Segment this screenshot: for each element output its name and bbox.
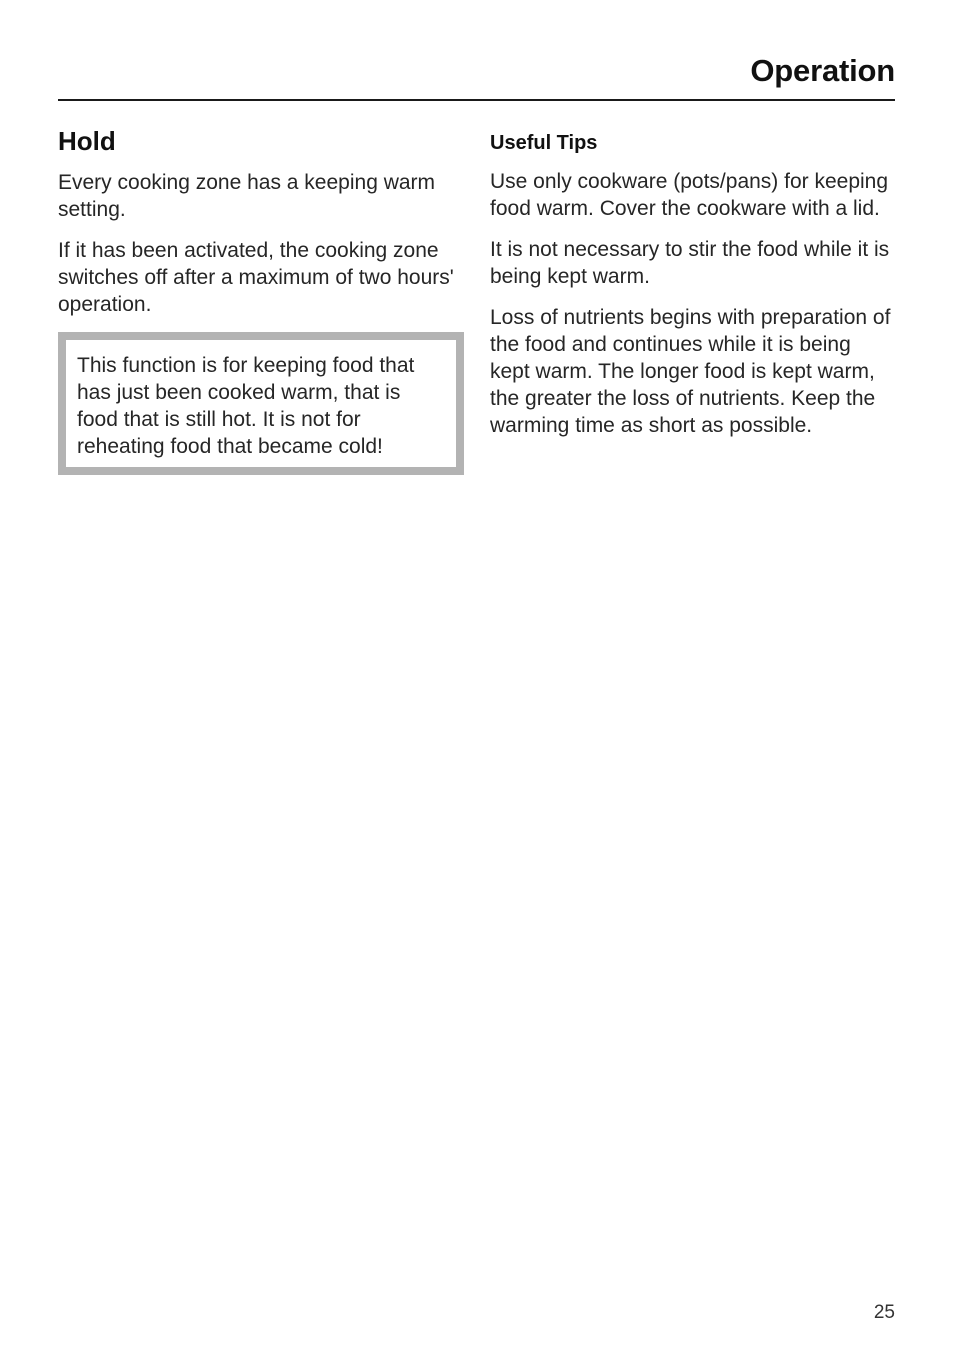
page-title: Operation [750,53,895,88]
section-heading-useful-tips: Useful Tips [490,132,598,154]
tip-paragraph: Loss of nutrients begins with preparation of the food and continues while it is being kept warm. The longer food is kept warm, the greater the loss of nutrients. Keep the warming time as short as possible. [490,306,891,437]
tip-paragraph: Use only cookware (pots/pans) for keeping food warm. Cover the cookware with a lid. [490,170,889,220]
tip-paragraph: It is not necessary to stir the food while it is being kept warm. [490,238,890,288]
hold-paragraph: Every cooking zone has a keeping warm setting. [58,171,436,221]
hold-section [58,124,464,475]
hold-paragraph: If it has been activated, the cooking zone switches off after a maximum of two hours' operation. [58,239,454,316]
section-heading-hold: Hold [58,126,116,156]
note-box [58,332,464,475]
useful-tips-section [490,128,895,453]
page-header [58,0,895,101]
note-text: This function is for keeping food that has just been cooked warm, that is food that is still hot. It is not for reheating food that became cold! [77,354,415,458]
page-number: 25 [873,1302,895,1323]
